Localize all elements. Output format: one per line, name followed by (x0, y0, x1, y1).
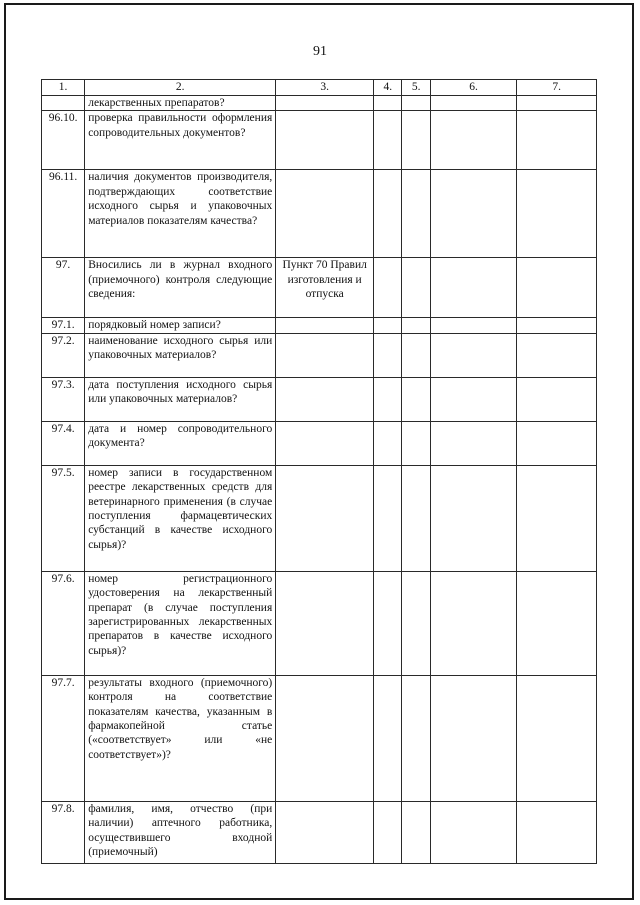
question-text: результаты входного (приемочного) контроля на соответствие показателям качества, указанным в фармакопейной статье («соответствует» или «не соответствует»)? (85, 675, 276, 801)
answer-cell-yes (374, 318, 402, 333)
table-row (42, 318, 597, 333)
comment-cell (517, 333, 597, 377)
answer-cell-yes (374, 377, 402, 421)
table-row (42, 675, 597, 801)
answer-cell-na (430, 675, 516, 801)
table-row (42, 377, 597, 421)
column-header: 2. (85, 80, 276, 96)
question-text: наименование исходного сырья или упаковочных материалов? (85, 333, 276, 377)
answer-cell-yes (374, 421, 402, 465)
answer-cell-na (430, 111, 516, 170)
answer-cell-yes (374, 465, 402, 571)
table-row (42, 96, 597, 111)
question-text: фамилия, имя, отчество (при наличии) аптечного работника, осуществившего входной (приемочный) (85, 801, 276, 863)
answer-cell-yes (374, 801, 402, 863)
legal-reference (276, 801, 374, 863)
item-number (42, 96, 85, 111)
answer-cell-na (430, 318, 516, 333)
answer-cell-na (430, 96, 516, 111)
answer-cell-no (402, 96, 430, 111)
answer-cell-na (430, 333, 516, 377)
legal-reference (276, 465, 374, 571)
item-number: 97.2. (42, 333, 85, 377)
answer-cell-no (402, 801, 430, 863)
question-text: дата и номер сопроводительного документа? (85, 421, 276, 465)
answer-cell-na (430, 421, 516, 465)
legal-reference: Пункт 70 Правил изготовления и отпуска (276, 258, 374, 318)
comment-cell (517, 96, 597, 111)
answer-cell-no (402, 377, 430, 421)
comment-cell (517, 258, 597, 318)
item-number: 97.7. (42, 675, 85, 801)
table-row (42, 170, 597, 258)
answer-cell-yes (374, 258, 402, 318)
item-number: 97.8. (42, 801, 85, 863)
page-number: 91 (313, 44, 327, 59)
table-row (42, 333, 597, 377)
answer-cell-no (402, 465, 430, 571)
answer-cell-no (402, 318, 430, 333)
column-header: 3. (276, 80, 374, 96)
answer-cell-yes (374, 571, 402, 675)
answer-cell-na (430, 377, 516, 421)
item-number: 96.10. (42, 111, 85, 170)
table-row (42, 801, 597, 863)
column-header: 4. (374, 80, 402, 96)
question-text: порядковый номер записи? (85, 318, 276, 333)
answer-cell-na (430, 571, 516, 675)
item-number: 97.5. (42, 465, 85, 571)
answer-cell-no (402, 258, 430, 318)
answer-cell-no (402, 675, 430, 801)
table-row (42, 571, 597, 675)
question-text: дата поступления исходного сырья или упаковочных материалов? (85, 377, 276, 421)
answer-cell-no (402, 421, 430, 465)
answer-cell-yes (374, 111, 402, 170)
column-header: 5. (402, 80, 430, 96)
item-number: 97.1. (42, 318, 85, 333)
answer-cell-yes (374, 170, 402, 258)
column-header: 6. (430, 80, 516, 96)
item-number: 97. (42, 258, 85, 318)
item-number: 96.11. (42, 170, 85, 258)
legal-reference (276, 675, 374, 801)
legal-reference (276, 421, 374, 465)
table-row (42, 111, 597, 170)
comment-cell (517, 465, 597, 571)
comment-cell (517, 111, 597, 170)
comment-cell (517, 571, 597, 675)
answer-cell-na (430, 801, 516, 863)
column-header: 1. (42, 80, 85, 96)
header-row (42, 80, 597, 96)
question-text: лекарственных препаратов? (85, 96, 276, 111)
answer-cell-no (402, 333, 430, 377)
answer-cell-na (430, 170, 516, 258)
legal-reference (276, 318, 374, 333)
table-row (42, 421, 597, 465)
checklist-table (41, 79, 597, 864)
legal-reference (276, 111, 374, 170)
answer-cell-no (402, 170, 430, 258)
answer-cell-no (402, 571, 430, 675)
answer-cell-no (402, 111, 430, 170)
item-number: 97.4. (42, 421, 85, 465)
legal-reference (276, 96, 374, 111)
table-row (42, 258, 597, 318)
answer-cell-yes (374, 675, 402, 801)
answer-cell-na (430, 258, 516, 318)
comment-cell (517, 801, 597, 863)
question-text: наличия документов производителя, подтверждающих соответствие исходного сырья и упаковочных материалов показателям качества? (85, 170, 276, 258)
comment-cell (517, 675, 597, 801)
comment-cell (517, 421, 597, 465)
column-header: 7. (517, 80, 597, 96)
legal-reference (276, 333, 374, 377)
table-row (42, 465, 597, 571)
answer-cell-na (430, 465, 516, 571)
comment-cell (517, 318, 597, 333)
comment-cell (517, 170, 597, 258)
comment-cell (517, 377, 597, 421)
item-number: 97.3. (42, 377, 85, 421)
answer-cell-yes (374, 333, 402, 377)
legal-reference (276, 170, 374, 258)
item-number: 97.6. (42, 571, 85, 675)
legal-reference (276, 377, 374, 421)
question-text: проверка правильности оформления сопроводительных документов? (85, 111, 276, 170)
question-text: Вносились ли в журнал входного (приемочного) контроля следующие сведения: (85, 258, 276, 318)
answer-cell-yes (374, 96, 402, 111)
question-text: номер записи в государственном реестре лекарственных средств для ветеринарного применения (в случае поступления фармацевтических субстанций в качестве исходного сырья)? (85, 465, 276, 571)
question-text: номер регистрационного удостоверения на лекарственный препарат (в случае поступления зарегистрированных лекарственных препаратов в качестве исходного сырья)? (85, 571, 276, 675)
legal-reference (276, 571, 374, 675)
